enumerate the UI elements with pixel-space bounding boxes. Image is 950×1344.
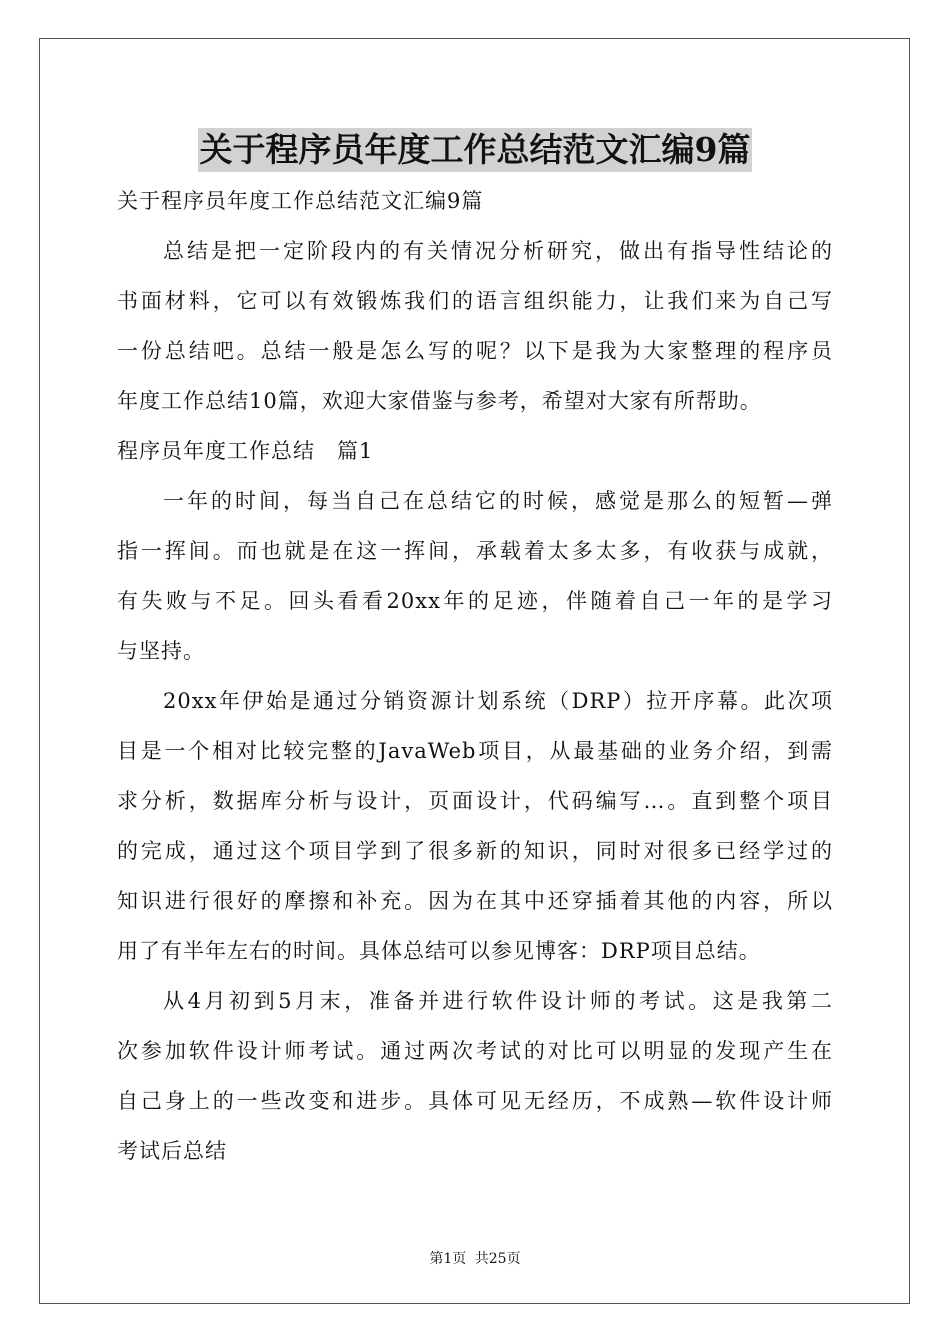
- text-line: 程序员年度工作总结 篇1: [117, 439, 374, 463]
- text-line: 知识进行很好的摩擦和补充。因为在其中还穿插着其他的内容，所以: [117, 889, 833, 913]
- text-line: 次参加软件设计师考试。通过两次考试的对比可以明显的发现产生在: [117, 1039, 833, 1063]
- document-body: [117, 176, 833, 1176]
- text-line: 指一挥间。而也就是在这一挥间，承载着太多太多，有收获与成就，: [117, 539, 833, 563]
- text-line: 自己身上的一些改变和进步。具体可见无经历，不成熟—软件设计师: [117, 1089, 833, 1113]
- document-title: 关于程序员年度工作总结范文汇编9篇: [198, 128, 753, 172]
- text-line: 关于程序员年度工作总结范文汇编9篇: [117, 189, 484, 213]
- text-line: 有失败与不足。回头看看20xx年的足迹，伴随着自己一年的是学习: [117, 589, 833, 613]
- text-line: 20xx年伊始是通过分销资源计划系统（DRP）拉开序幕。此次项: [163, 689, 833, 713]
- text-line: 与坚持。: [117, 639, 205, 663]
- text-line: 用了有半年左右的时间。具体总结可以参见博客：DRP项目总结。: [117, 939, 761, 963]
- page-footer: [0, 1248, 950, 1268]
- text-line: 目是一个相对比较完整的JavaWeb项目，从最基础的业务介绍，到需: [117, 739, 833, 763]
- text-line: 的完成，通过这个项目学到了很多新的知识，同时对很多已经学过的: [117, 839, 833, 863]
- text-line: 总结是把一定阶段内的有关情况分析研究，做出有指导性结论的: [163, 239, 833, 263]
- page-total: 共25页: [474, 1251, 521, 1267]
- text-line: 年度工作总结10篇，欢迎大家借鉴与参考，希望对大家有所帮助。: [117, 389, 762, 413]
- title-area: [0, 128, 950, 172]
- text-line: 从4月初到5月末，准备并进行软件设计师的考试。这是我第二: [163, 989, 833, 1013]
- page-number: 第1页: [429, 1251, 467, 1267]
- text-line: 一年的时间，每当自己在总结它的时候，感觉是那么的短暂—弹: [163, 489, 833, 513]
- text-line: 一份总结吧。总结一般是怎么写的呢？以下是我为大家整理的程序员: [117, 339, 833, 363]
- text-line: 求分析，数据库分析与设计，页面设计，代码编写…。直到整个项目: [117, 789, 833, 813]
- text-line: 考试后总结: [117, 1139, 227, 1163]
- text-line: 书面材料，它可以有效锻炼我们的语言组织能力，让我们来为自己写: [117, 289, 833, 313]
